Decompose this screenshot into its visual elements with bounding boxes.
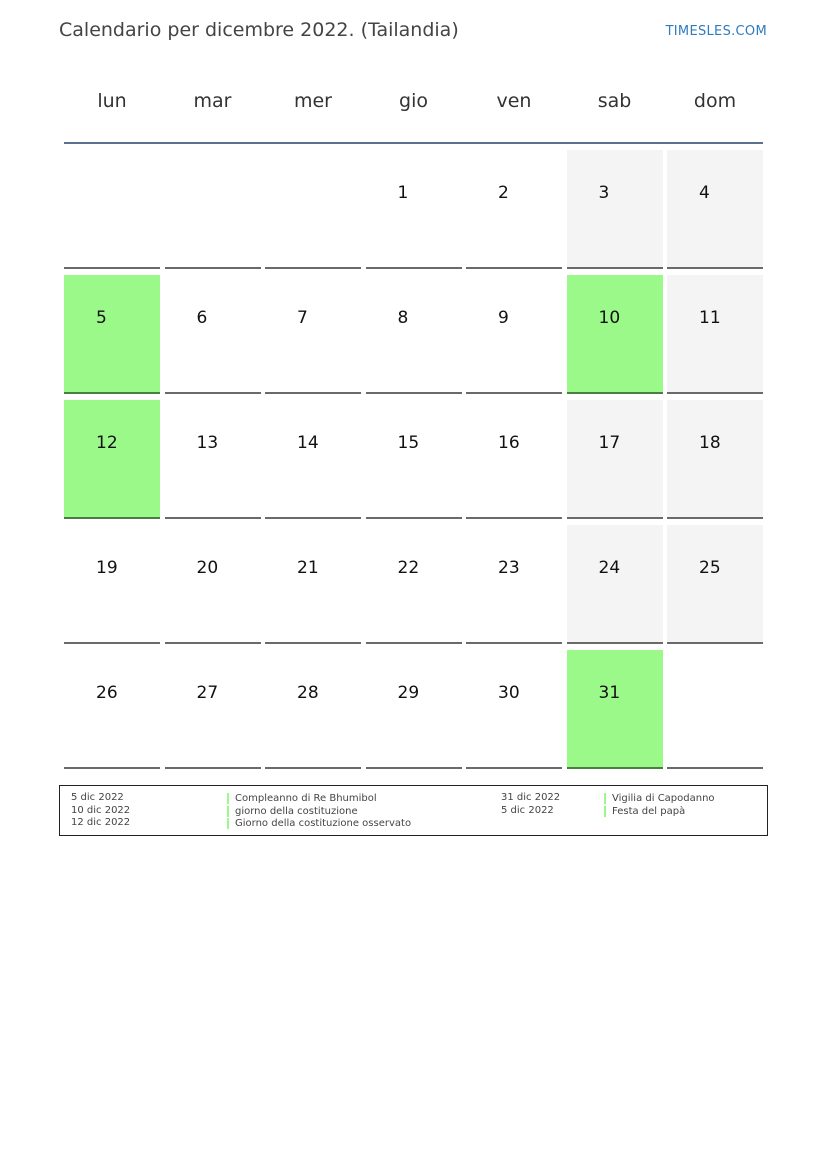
weekend-day-cell — [667, 150, 763, 269]
weekday-label-fri: ven — [496, 90, 532, 112]
page-title: Calendario per dicembre 2022. (Tailandia) — [59, 19, 459, 41]
holiday-day-cell — [567, 650, 663, 769]
legend-holiday-name: Giorno della costituzione osservato — [227, 818, 411, 829]
legend-item — [71, 805, 501, 818]
day-number: 22 — [397, 558, 420, 578]
legend-item — [71, 792, 501, 805]
day-cell — [466, 400, 562, 519]
day-number: 11 — [699, 308, 721, 328]
day-number: 15 — [397, 433, 420, 453]
day-cell — [366, 275, 462, 394]
legend-holiday-name: Vigilia di Capodanno — [604, 793, 715, 804]
day-cell — [64, 650, 160, 769]
day-cell — [64, 525, 160, 644]
day-cell — [466, 650, 562, 769]
day-number: 21 — [297, 558, 319, 578]
day-cell — [265, 525, 361, 644]
day-cell — [466, 150, 562, 269]
day-cell — [466, 275, 562, 394]
weekend-day-cell — [567, 400, 663, 519]
weekday-label-sun: dom — [693, 90, 737, 112]
legend-item — [501, 792, 761, 805]
weekday-label-wed: mer — [293, 90, 332, 112]
weekday-label-thu: gio — [399, 90, 428, 112]
empty-day-cell — [667, 650, 763, 769]
day-cell — [466, 525, 562, 644]
calendar-grid — [64, 150, 763, 770]
day-number: 29 — [397, 683, 420, 703]
day-cell — [366, 400, 462, 519]
day-cell — [165, 400, 261, 519]
legend-holiday-name: giorno della costituzione — [227, 806, 358, 817]
day-number: 12 — [96, 433, 118, 453]
weekend-day-cell — [567, 525, 663, 644]
empty-day-cell — [265, 150, 361, 269]
legend-column-right — [501, 792, 761, 817]
weekday-label-mon: lun — [97, 90, 127, 112]
day-number: 5 — [96, 308, 107, 328]
weekend-day-cell — [667, 525, 763, 644]
day-cell — [165, 525, 261, 644]
header-divider — [64, 142, 763, 144]
legend-date: 12 dic 2022 — [71, 817, 131, 828]
day-number: 28 — [297, 683, 319, 703]
holiday-day-cell — [567, 275, 663, 394]
holiday-legend — [59, 785, 768, 836]
day-number: 20 — [196, 558, 219, 578]
day-number: 19 — [96, 558, 118, 578]
legend-item — [71, 817, 501, 830]
weekend-day-cell — [567, 150, 663, 269]
holiday-day-cell — [64, 400, 160, 519]
day-cell — [165, 275, 261, 394]
day-number: 27 — [196, 683, 219, 703]
weekday-header-row — [64, 90, 763, 120]
day-number: 13 — [196, 433, 219, 453]
empty-day-cell — [64, 150, 160, 269]
day-number: 14 — [297, 433, 319, 453]
legend-date: 10 dic 2022 — [71, 804, 131, 816]
day-cell — [265, 650, 361, 769]
weekend-day-cell — [667, 400, 763, 519]
brand-link[interactable]: TIMESLES.COM — [665, 24, 767, 39]
legend-item — [501, 805, 761, 818]
day-number: 25 — [699, 558, 721, 578]
legend-date: 5 dic 2022 — [501, 804, 554, 816]
day-cell — [265, 400, 361, 519]
day-cell — [366, 650, 462, 769]
weekend-day-cell — [667, 275, 763, 394]
day-cell — [366, 150, 462, 269]
day-cell — [165, 650, 261, 769]
day-number: 4 — [699, 183, 710, 203]
legend-column-left — [71, 792, 501, 830]
weekday-label-sat: sab — [597, 90, 632, 112]
day-cell — [366, 525, 462, 644]
day-number: 3 — [598, 183, 610, 203]
day-number: 17 — [598, 433, 621, 453]
legend-holiday-name: Festa del papà — [604, 806, 685, 817]
day-number: 18 — [699, 433, 721, 453]
day-number: 30 — [498, 683, 520, 703]
day-number: 26 — [96, 683, 118, 703]
day-number: 23 — [498, 558, 520, 578]
day-number: 10 — [598, 308, 621, 328]
day-number: 2 — [498, 183, 509, 203]
holiday-day-cell — [64, 275, 160, 394]
empty-day-cell — [165, 150, 261, 269]
day-number: 16 — [498, 433, 520, 453]
day-number: 31 — [598, 683, 621, 703]
day-cell — [265, 275, 361, 394]
day-number: 7 — [297, 308, 308, 328]
day-number: 9 — [498, 308, 509, 328]
legend-date: 5 dic 2022 — [71, 792, 124, 803]
day-number: 8 — [397, 308, 409, 328]
weekday-label-tue: mar — [193, 90, 232, 112]
legend-holiday-name: Compleanno di Re Bhumibol — [227, 793, 377, 804]
legend-date: 31 dic 2022 — [501, 792, 561, 803]
day-number: 24 — [598, 558, 621, 578]
day-number: 6 — [196, 308, 208, 328]
day-number: 1 — [397, 183, 409, 203]
